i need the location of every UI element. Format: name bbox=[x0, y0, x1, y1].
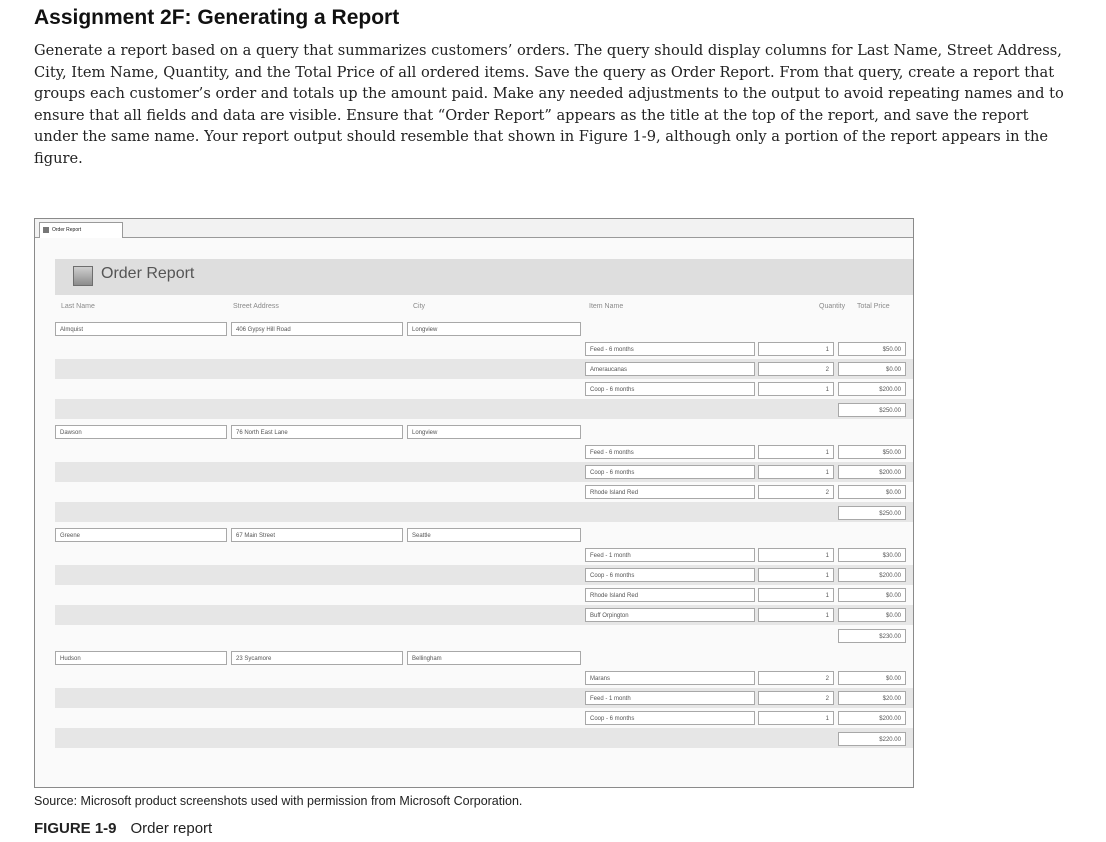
item-name-field: Coop - 6 months bbox=[585, 711, 755, 725]
col-header-last-name: Last Name bbox=[61, 303, 95, 310]
city-field: Seattle bbox=[407, 528, 581, 542]
tab-bar bbox=[35, 219, 913, 238]
total-price-field: $20.00 bbox=[838, 691, 906, 705]
col-header-city: City bbox=[413, 303, 426, 310]
city-field: Longview bbox=[407, 425, 581, 439]
total-price-field: $30.00 bbox=[838, 548, 906, 562]
total-price-field: $200.00 bbox=[838, 382, 906, 396]
row-band bbox=[55, 728, 913, 748]
item-name-field: Coop - 6 months bbox=[585, 382, 755, 396]
assignment-heading: Assignment 2F: Generating a Report bbox=[34, 6, 400, 29]
quantity-field: 1 bbox=[758, 465, 834, 479]
tab-label: Order Report bbox=[52, 227, 82, 233]
total-price-field: $0.00 bbox=[838, 485, 906, 499]
quantity-field: 2 bbox=[758, 362, 834, 376]
city-field: Longview bbox=[407, 322, 581, 336]
total-price-field: $0.00 bbox=[838, 362, 906, 376]
row-band bbox=[55, 502, 913, 522]
quantity-field: 1 bbox=[758, 548, 834, 562]
group-total-field: $250.00 bbox=[838, 506, 906, 520]
last-name-field: Greene bbox=[55, 528, 227, 542]
street-address-field: 406 Gypsy Hill Road bbox=[231, 322, 403, 336]
row-band bbox=[55, 399, 913, 419]
total-price-field: $200.00 bbox=[838, 465, 906, 479]
quantity-field: 2 bbox=[758, 671, 834, 685]
figure-number: FIGURE 1-9 bbox=[34, 820, 117, 837]
total-price-field: $200.00 bbox=[838, 711, 906, 725]
group-total-field: $220.00 bbox=[838, 732, 906, 746]
quantity-field: 1 bbox=[758, 588, 834, 602]
item-name-field: Feed - 6 months bbox=[585, 445, 755, 459]
col-header-total-price: Total Price bbox=[857, 303, 890, 310]
item-name-field: Rhode Island Red bbox=[585, 588, 755, 602]
item-name-field: Feed - 6 months bbox=[585, 342, 755, 356]
item-name-field: Feed - 1 month bbox=[585, 691, 755, 705]
item-name-field: Buff Orpington bbox=[585, 608, 755, 622]
quantity-field: 1 bbox=[758, 568, 834, 582]
last-name-field: Almquist bbox=[55, 322, 227, 336]
quantity-field: 1 bbox=[758, 711, 834, 725]
figure-caption bbox=[34, 820, 212, 837]
assignment-paragraph: Generate a report based on a query that summarizes customers’ orders. The query should display columns for Last Name, Street Address, City, Item Name, Quantity, and the Total Price of all ordered items. Save the query as Order Report. From that query, create a report that groups each customer’s order and totals up the amount paid. Make any needed adjustments to the output to avoid repeating names and to ensure that all fields and data are visible. Ensure that “Order Report” appears as the title at the top of the report, and save the report under the same name. Your report output should resemble that shown in Figure 1-9, although only a portion of the report appears in the figure. bbox=[34, 42, 1064, 167]
group-total-field: $230.00 bbox=[838, 629, 906, 643]
total-price-field: $0.00 bbox=[838, 671, 906, 685]
street-address-field: 76 North East Lane bbox=[231, 425, 403, 439]
source-caption: Source: Microsoft product screenshots used with permission from Microsoft Corporation. bbox=[34, 794, 523, 808]
figure-title: Order report bbox=[130, 820, 213, 837]
quantity-field: 1 bbox=[758, 445, 834, 459]
street-address-field: 67 Main Street bbox=[231, 528, 403, 542]
report-title: Order Report bbox=[101, 265, 195, 282]
report-icon bbox=[73, 266, 93, 286]
col-header-quantity: Quantity bbox=[819, 303, 846, 310]
total-price-field: $0.00 bbox=[838, 588, 906, 602]
report-banner bbox=[55, 259, 913, 295]
total-price-field: $200.00 bbox=[838, 568, 906, 582]
col-header-street-address: Street Address bbox=[233, 303, 279, 310]
quantity-field: 2 bbox=[758, 485, 834, 499]
last-name-field: Dawson bbox=[55, 425, 227, 439]
item-name-field: Feed - 1 month bbox=[585, 548, 755, 562]
item-name-field: Coop - 6 months bbox=[585, 568, 755, 582]
last-name-field: Hudson bbox=[55, 651, 227, 665]
item-name-field: Ameraucanas bbox=[585, 362, 755, 376]
quantity-field: 2 bbox=[758, 691, 834, 705]
quantity-field: 1 bbox=[758, 342, 834, 356]
city-field: Bellingham bbox=[407, 651, 581, 665]
quantity-field: 1 bbox=[758, 382, 834, 396]
tab-order-report[interactable] bbox=[39, 222, 123, 238]
street-address-field: 23 Sycamore bbox=[231, 651, 403, 665]
report-tab-icon bbox=[43, 227, 49, 233]
report-figure bbox=[34, 218, 914, 788]
item-name-field: Marans bbox=[585, 671, 755, 685]
group-total-field: $250.00 bbox=[838, 403, 906, 417]
item-name-field: Rhode Island Red bbox=[585, 485, 755, 499]
item-name-field: Coop - 6 months bbox=[585, 465, 755, 479]
quantity-field: 1 bbox=[758, 608, 834, 622]
total-price-field: $50.00 bbox=[838, 445, 906, 459]
col-header-item-name: Item Name bbox=[589, 303, 624, 310]
total-price-field: $0.00 bbox=[838, 608, 906, 622]
total-price-field: $50.00 bbox=[838, 342, 906, 356]
